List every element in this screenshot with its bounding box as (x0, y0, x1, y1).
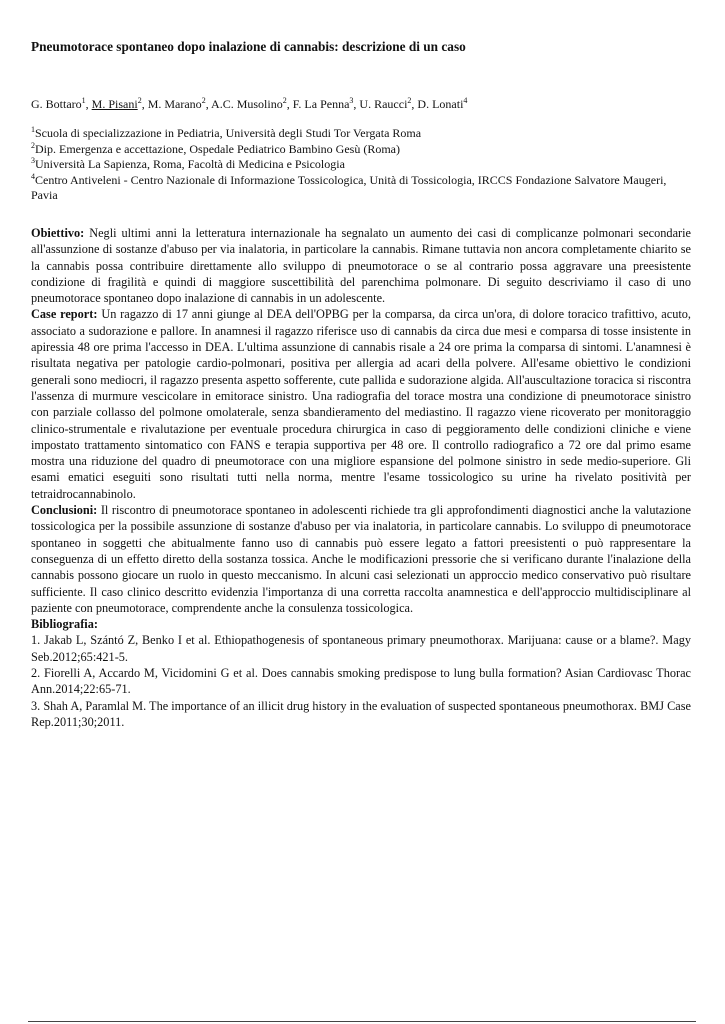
affiliation-text: Dip. Emergenza e accettazione, Ospedale Pediatrico Bambino Gesù (Roma) (35, 141, 400, 156)
section-label: Conclusioni: (31, 503, 98, 518)
bibliography-item: 2. Fiorelli A, Accardo M, Vicidomini G et al. Does cannabis smoking predispose to lung bulla formation? Asian Cardiovasc Thorac Ann.2014;22:65-71. (31, 666, 691, 697)
author-separator: , (85, 97, 92, 111)
author-affiliation-number: 2 (201, 96, 206, 105)
author-name: M. Marano (147, 97, 202, 111)
author-name-presenting: M. Pisani (91, 97, 138, 111)
author-name: A.C. Musolino (211, 97, 283, 111)
affiliation-item (31, 157, 691, 173)
author-separator: , (141, 97, 148, 111)
affiliation-item (31, 126, 691, 142)
author-name: U. Raucci (359, 97, 408, 111)
affiliation-number: 2 (31, 140, 35, 150)
section-text: Un ragazzo di 17 anni giunge al DEA dell'OPBG per la comparsa, da circa un'ora, di dolore toracico trafittivo, acuto, associato a sudorazione e pallore. In anamnesi il ragazzo riferisce uso di cannabis da circa due mesi e comparsa di tosse insistente in apiressia 48 ore prima l'accesso in DEA. L'ultima assunzione di cannabis risale a 24 ore prima la comparsa di sintomi. L'anamnesi è risultata negativa per patologie cardio-polmonari, positiva per allergia ad acari della polvere. All'esame obiettivo le condizioni generali sono mediocri, il ragazzo presenta aspetto sofferente, cute pallida e sudorazione algida. All'auscultazione toracica si riscontra l'assenza di murmure vescicolare in emitorace sinistro. Una radiografia del torace mostra una condizione di pneumotorace sinistro con parziale collasso del polmone omolaterale, senza sbandieramento del mediastino. Il ragazzo viene ricoverato per monitoraggio clinico-strumentale e rivalutazione per eventuale procedura chirurgica in caso di peggioramento delle condizioni cliniche e viene impostato trattamento sintomatico con FANS e terapia supportiva per 48 ore. Il controllo radiografico a 72 ore dal primo esame mostra una riduzione del quadro di pneumotorace con una migliore espansione del polmone sinistro in sede medio-superiore. Gli esami ematici eseguiti sono risultati tutti nella norma, mentre l'esame tossicologico su urine ha rivelato positività per tetraidrocannabinolo. (31, 307, 691, 501)
section-case-report (31, 306, 691, 502)
author-affiliation-number: 2 (407, 96, 412, 105)
author-affiliation-number: 4 (463, 96, 468, 105)
affiliation-item (31, 173, 691, 204)
author-affiliation-number: 2 (282, 96, 287, 105)
section-label: Case report: (31, 307, 98, 322)
author-separator: , (286, 97, 293, 111)
author-affiliation-number: 1 (81, 96, 86, 105)
footer-divider (28, 1021, 696, 1022)
section-label: Obiettivo: (31, 226, 85, 240)
bibliography-item: 3. Shah A, Paramlal M. The importance of an illicit drug history in the evaluation of suspected spontaneous pneumothorax. BMJ Case Rep.2011;30;2011. (31, 698, 691, 729)
author-affiliation-number: 2 (137, 96, 142, 105)
section-text: Negli ultimi anni la letteratura internazionale ha segnalato un aumento dei casi di complicanze polmonari secondarie all'assunzione di sostanze d'abuso per via inalatoria, in particolare la cannabis. Rimane tuttavia non ancora completamente chiarito se la cannabis possa contribuire direttamente allo sviluppo di pneumotorace o se al contrario possa aggravare una preesistente condizione di fragilità e quindi di maggiore suscettibilità del parenchima polmonare. Di seguito descriviamo il caso di uno pneumotorace spontaneo dopo inalazione di cannabis in un adolescente. (31, 226, 692, 306)
section-text: Il riscontro di pneumotorace spontaneo in adolescenti richiede tra gli approfondimenti diagnostici anche la valutazione tossicologica per la possibile assunzione di sostanze d'abuso per via inalatoria, in particolare cannabis. Lo sviluppo di pneumotorace spontaneo in soggetti che abitualmente fanno uso di cannabis può essere legato a fattori preesistenti o può rappresentare la conseguenza di un effetto diretto della sostanza tossica. Anche le modificazioni pressorie che si verificano durante l'inalazione della cannabis possono giocare un ruolo in questo meccanismo. In alcuni casi selezionati un approccio medico conservativo può risultare sufficiente. Il caso clinico descritto evidenzia l'importanza di una corretta raccolta anamnestica e dell'approccio multidisciplinare al paziente con pneumotorace, comprendente anche la consulenza tossicologica. (31, 503, 692, 615)
bibliography-item: 1. Jakab L, Szántó Z, Benko I et al. Ethiopathogenesis of spontaneous primary pneumothorax. Marijuana: cause or a blame?. Magy Seb.2012;65:421-5. (31, 633, 691, 664)
bibliography-heading: Bibliografia: (31, 617, 98, 632)
affiliation-text: Università La Sapienza, Roma, Facoltà di Medicina e Psicologia (35, 157, 345, 172)
affiliation-item (31, 142, 691, 158)
author-name: D. Lonati (417, 97, 464, 111)
author-separator: , (353, 97, 360, 111)
author-separator: , (411, 97, 418, 111)
author-name: G. Bottaro (31, 97, 82, 111)
affiliation-text: Scuola di specializzazione in Pediatria, Università degli Studi Tor Vergata Roma (35, 126, 422, 140)
affiliation-number: 1 (31, 125, 35, 134)
paper-title: Pneumotorace spontaneo dopo inalazione di cannabis: descrizione di un caso (31, 39, 466, 54)
affiliation-number: 4 (31, 171, 35, 181)
author-separator: , (205, 97, 212, 111)
author-affiliation-number: 3 (349, 96, 354, 105)
section-conclusioni (31, 502, 691, 616)
abstract-body (31, 225, 691, 730)
affiliation-list (31, 126, 691, 204)
author-name: F. La Penna (292, 97, 350, 111)
affiliation-number: 3 (31, 156, 35, 166)
affiliation-text: Centro Antiveleni - Centro Nazionale di Informazione Tossicologica, Unità di Tossicologia, IRCCS Fondazione Salvatore Maugeri, Pavia (31, 172, 667, 203)
author-list (31, 96, 691, 112)
section-obiettivo (31, 225, 691, 306)
